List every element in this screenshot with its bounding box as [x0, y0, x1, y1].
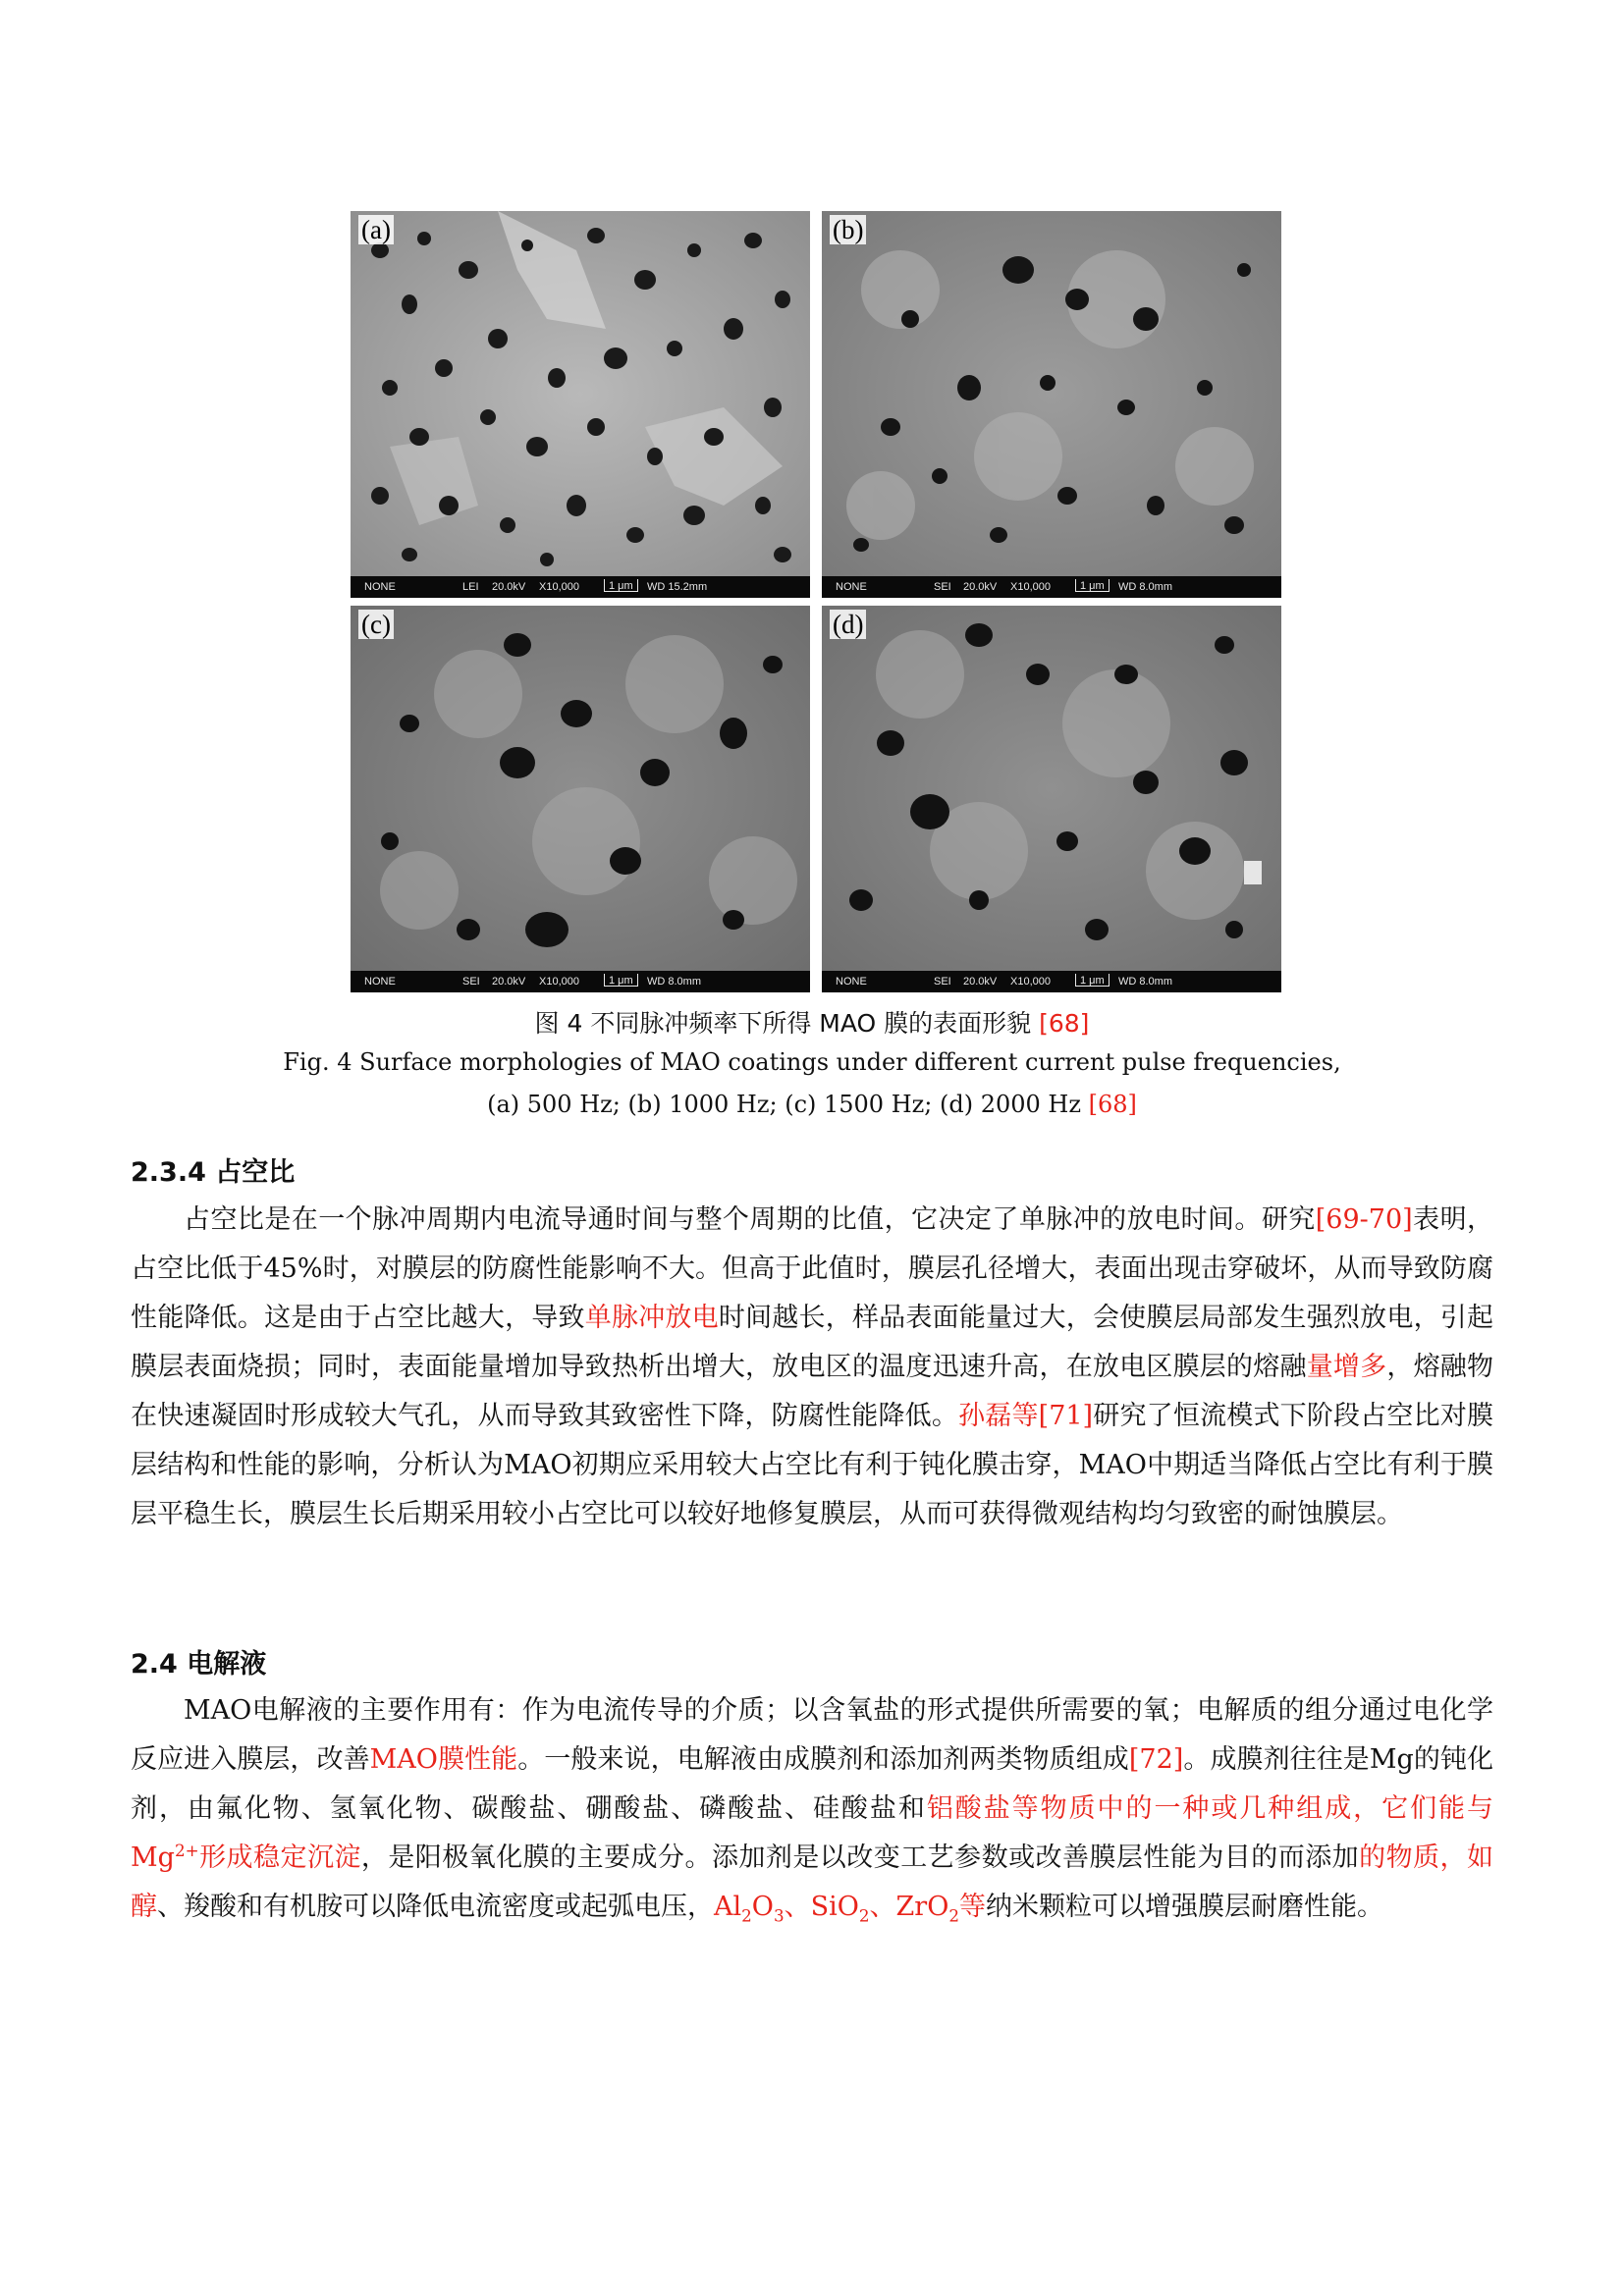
sem-info-bar-d — [822, 971, 1281, 992]
caption-en-text: (a) 500 Hz; (b) 1000 Hz; (c) 1500 Hz; (d) 2000 Hz — [487, 1091, 1089, 1118]
panel-label-b: (b) — [830, 215, 866, 244]
sem-image-d — [822, 606, 1281, 971]
p1-highlight-author: 孙磊等 — [958, 1401, 1039, 1431]
info-kv: 20.0kV — [963, 581, 998, 593]
sem-image-b — [822, 211, 1281, 576]
formula-zro2 — [895, 1892, 959, 1926]
p2-text-4: ，是阳极氧化膜的主要成分。添加剂是以改变工艺参数或改善膜层性能为目的而添加 — [360, 1842, 1360, 1873]
sem-panel-d — [822, 606, 1281, 992]
p2-text-1: MAO电解液的主要作用有：作为电流传导的介质；以含氧盐的形式提供所需要的氧；电解质的组分通过电化学反应进入膜层，改善 — [131, 1695, 1493, 1775]
info-scale-bar: 1 μm — [604, 974, 638, 987]
formula-sio2 — [810, 1892, 870, 1926]
al-symbol: Al — [714, 1892, 742, 1922]
p1-text-5: 研究了恒流模式下阶段占空比对膜层结构和性能的影响，分析认为MAO初期应采用较大占空比有利于钝化膜击穿，MAO中期适当降低占空比有利于膜层平稳生长，膜层生长后期采用较小占空比可以较好地修复膜层，从而可获得微观结构均匀致密的耐蚀膜层。 — [131, 1401, 1494, 1529]
formula-al2o3 — [714, 1892, 785, 1926]
p2-text-3: 。成膜剂往往是Mg的钝化剂，由氟化物、氢氧化物、碳酸盐、硼酸盐、磷酸盐、硅酸盐和 — [131, 1744, 1494, 1824]
sem-info-bar-c — [351, 971, 810, 992]
info-kv: 20.0kV — [492, 976, 526, 988]
sem-panel-c — [351, 606, 810, 992]
citation-72[interactable]: [72] — [1128, 1744, 1184, 1775]
sem-info-bar-a — [351, 576, 810, 598]
info-mag: X10,000 — [1010, 976, 1051, 988]
figure-caption-en-line1: Fig. 4 Surface morphologies of MAO coatings under different current pulse frequencies, — [283, 1048, 1341, 1076]
sem-panel-b — [822, 211, 1281, 598]
citation-71[interactable]: [71] — [1038, 1401, 1094, 1431]
caption-zh-text: 图 4 不同脉冲频率下所得 MAO 膜的表面形貌 — [534, 1009, 1040, 1038]
caption-en-ref[interactable]: [68] — [1088, 1091, 1137, 1118]
info-kv: 20.0kV — [963, 976, 998, 988]
separator-1: 、 — [784, 1892, 811, 1922]
info-wd: WD 8.0mm — [647, 976, 701, 988]
p1-text-1: 占空比是在一个脉冲周期内电流导通时间与整个周期的比值，它决定了单脉冲的放电时间。研究 — [184, 1204, 1316, 1235]
p2-text-5: 、羧酸和有机胺可以降低电流密度或起弧电压， — [157, 1892, 714, 1922]
sem-panel-a — [351, 211, 810, 598]
figure-caption-en-line2 — [0, 1091, 1624, 1118]
o-symbol: O — [751, 1892, 774, 1922]
info-none: NONE — [836, 581, 867, 593]
p1-highlight-2: 量增多 — [1306, 1352, 1387, 1382]
panel-label-c: (c) — [358, 610, 394, 639]
p2-superscript-2plus: 2+ — [174, 1841, 199, 1860]
info-mag: X10,000 — [539, 976, 579, 988]
paragraph-duty-cycle — [131, 1196, 1493, 1539]
info-detector: SEI — [934, 581, 951, 593]
info-none: NONE — [364, 976, 396, 988]
info-detector: SEI — [462, 976, 480, 988]
p2-text-6: 纳米颗粒可以增强膜层耐磨性能。 — [986, 1892, 1383, 1922]
sem-image-a — [351, 211, 810, 576]
p2-highlight-3: 形成稳定沉淀 — [198, 1842, 361, 1873]
p1-text-4: ，熔融物在快速凝固时形成较大气孔，从而导致其致密性下降，防腐性能降低。 — [131, 1352, 1494, 1431]
info-wd: WD 8.0mm — [1118, 976, 1172, 988]
figure-caption-zh — [0, 1004, 1624, 1040]
section-heading-2-3-4: 2.3.4 占空比 — [131, 1157, 296, 1188]
al-subscript: 2 — [741, 1905, 752, 1926]
info-scale-bar: 1 μm — [1075, 974, 1110, 987]
p2-highlight-1: MAO膜性能 — [369, 1744, 518, 1775]
info-kv: 20.0kV — [492, 581, 526, 593]
paragraph-electrolyte — [131, 1686, 1493, 1932]
sio-symbol: SiO — [810, 1892, 859, 1922]
p2-highlight-4: 的物质，如醇 — [131, 1842, 1494, 1922]
zro-symbol: ZrO — [895, 1892, 949, 1922]
info-mag: X10,000 — [539, 581, 579, 593]
section-heading-2-4: 2.4 电解液 — [131, 1649, 267, 1680]
info-detector: SEI — [934, 976, 951, 988]
p1-text-3: 时间越长，样品表面能量过大，会使膜层局部发生强烈放电，引起膜层表面烧损；同时，表面能量增加导致热析出增大，放电区的温度迅速升高，在放电区膜层的熔融 — [131, 1303, 1494, 1382]
separator-2: 、 — [869, 1892, 896, 1922]
panel-label-a: (a) — [358, 215, 394, 244]
info-none: NONE — [364, 581, 396, 593]
o-subscript: 3 — [773, 1905, 785, 1926]
info-wd: WD 15.2mm — [647, 581, 708, 593]
info-none: NONE — [836, 976, 867, 988]
sio-subscript: 2 — [858, 1905, 870, 1926]
panel-label-d: (d) — [830, 610, 866, 639]
info-wd: WD 8.0mm — [1118, 581, 1172, 593]
info-detector: LEI — [462, 581, 479, 593]
p1-highlight-1: 单脉冲放电 — [584, 1303, 719, 1333]
info-scale-bar: 1 μm — [1075, 579, 1110, 592]
caption-zh-ref[interactable]: [68] — [1039, 1009, 1090, 1038]
citation-69-70[interactable]: [69-70] — [1315, 1204, 1413, 1235]
sem-image-c — [351, 606, 810, 971]
p2-text-2: 。一般来说，电解液由成膜剂和添加剂两类物质组成 — [517, 1744, 1129, 1775]
p1-text-2: 表明，占空比低于45%时，对膜层的防腐性能影响不大。但高于此值时，膜层孔径增大，表面出现击穿破坏，从而导致防腐性能降低。这是由于占空比越大，导致 — [131, 1204, 1494, 1333]
p2-highlight-2: 铝酸盐等物质中的一种或几种组成，它们能与Mg — [131, 1793, 1494, 1873]
info-mag: X10,000 — [1010, 581, 1051, 593]
info-scale-bar: 1 μm — [604, 579, 638, 592]
p2-highlight-deng: 等 — [959, 1892, 986, 1922]
sem-figure — [351, 211, 1283, 992]
zro-subscript: 2 — [948, 1905, 959, 1926]
sem-info-bar-b — [822, 576, 1281, 598]
